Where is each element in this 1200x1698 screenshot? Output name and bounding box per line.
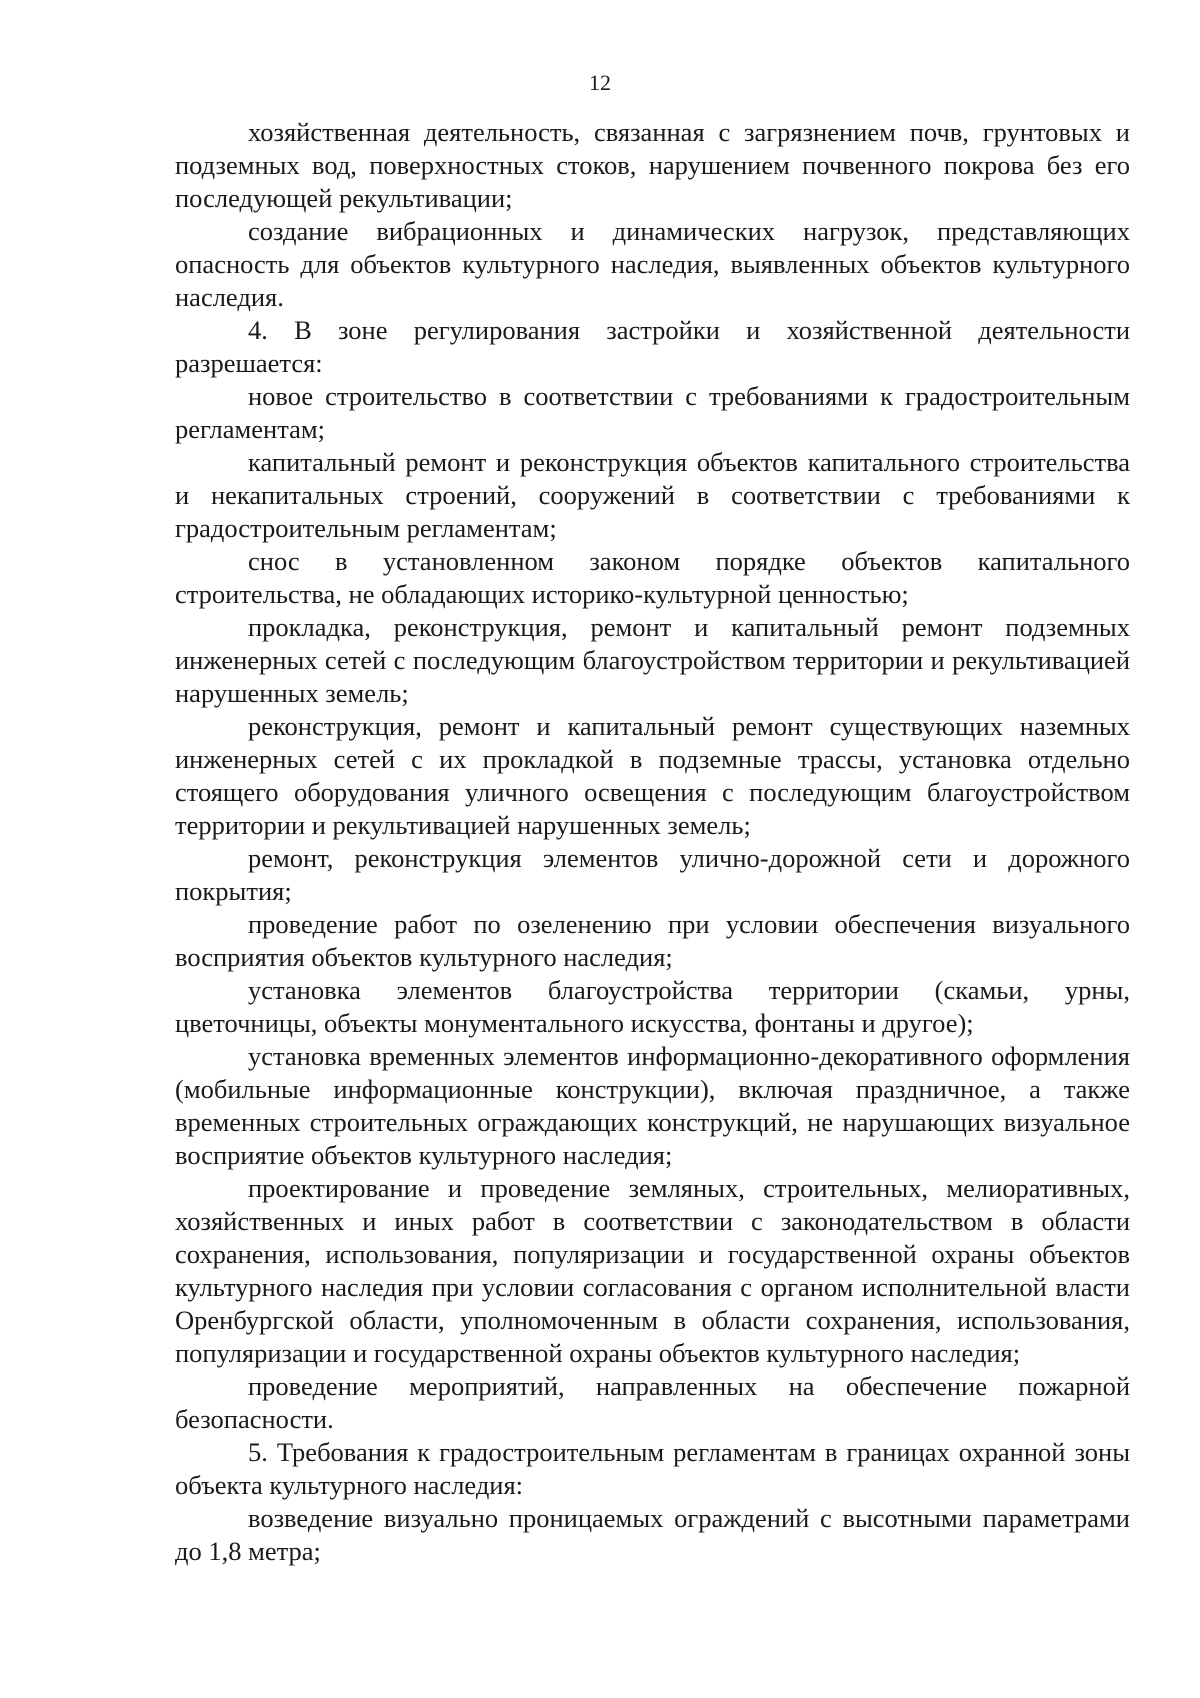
paragraph-14: проведение мероприятий, направленных на обеспечение пожарной безопасности. bbox=[175, 1371, 1130, 1434]
paragraph-9: ремонт, реконструкция элементов улично-дорожной сети и дорожного покрытия; bbox=[175, 843, 1130, 906]
document-body bbox=[175, 116, 1130, 1568]
paragraph-11: установка элементов благоустройства территории (скамьи, урны, цветочницы, объекты монументального искусства, фонтаны и другое); bbox=[175, 975, 1130, 1038]
paragraph-4: новое строительство в соответствии с требованиями к градостроительным регламентам; bbox=[175, 381, 1130, 444]
paragraph-1: хозяйственная деятельность, связанная с загрязнением почв, грунтовых и подземных вод, поверхностных стоков, нарушением почвенного покрова без его последующей рекультивации; bbox=[175, 117, 1130, 213]
paragraph-13: проектирование и проведение земляных, строительных, мелиоративных, хозяйственных и иных работ в соответствии с законодательством в области сохранения, использования, популяризации и государственной охраны объектов культурного наследия при условии согласования с органом исполнительной власти Оренбургской области, уполномоченным в области сохранения, использования, популяризации и государственной охраны объектов культурного наследия; bbox=[175, 1173, 1130, 1368]
paragraph-7: прокладка, реконструкция, ремонт и капитальный ремонт подземных инженерных сетей с последующим благоустройством территории и рекультивацией нарушенных земель; bbox=[175, 612, 1130, 708]
page-number: 12 bbox=[589, 70, 611, 95]
paragraph-6: снос в установленном законом порядке объектов капитального строительства, не обладающих историко-культурной ценностью; bbox=[175, 546, 1130, 609]
paragraph-16: возведение визуально проницаемых ограждений с высотными параметрами до 1,8 метра; bbox=[175, 1503, 1130, 1566]
paragraph-15: 5. Требования к градостроительным регламентам в границах охранной зоны объекта культурного наследия: bbox=[175, 1437, 1130, 1500]
paragraph-10: проведение работ по озеленению при условии обеспечения визуального восприятия объектов культурного наследия; bbox=[175, 909, 1130, 972]
paragraph-8: реконструкция, ремонт и капитальный ремонт существующих наземных инженерных сетей с их прокладкой в подземные трассы, установка отдельно стоящего оборудования уличного освещения с последующим благоустройством территории и рекультивацией нарушенных земель; bbox=[175, 711, 1130, 840]
paragraph-12: установка временных элементов информационно-декоративного оформления (мобильные информационные конструкции), включая праздничное, а также временных строительных ограждающих конструкций, не нарушающих визуальное восприятие объектов культурного наследия; bbox=[175, 1041, 1130, 1170]
paragraph-5: капитальный ремонт и реконструкция объектов капитального строительства и некапитальных строений, сооружений в соответствии с требованиями к градостроительным регламентам; bbox=[175, 447, 1130, 543]
paragraph-2: создание вибрационных и динамических нагрузок, представляющих опасность для объектов культурного наследия, выявленных объектов культурного наследия. bbox=[175, 216, 1130, 312]
paragraph-3: 4. В зоне регулирования застройки и хозяйственной деятельности разрешается: bbox=[175, 315, 1130, 378]
